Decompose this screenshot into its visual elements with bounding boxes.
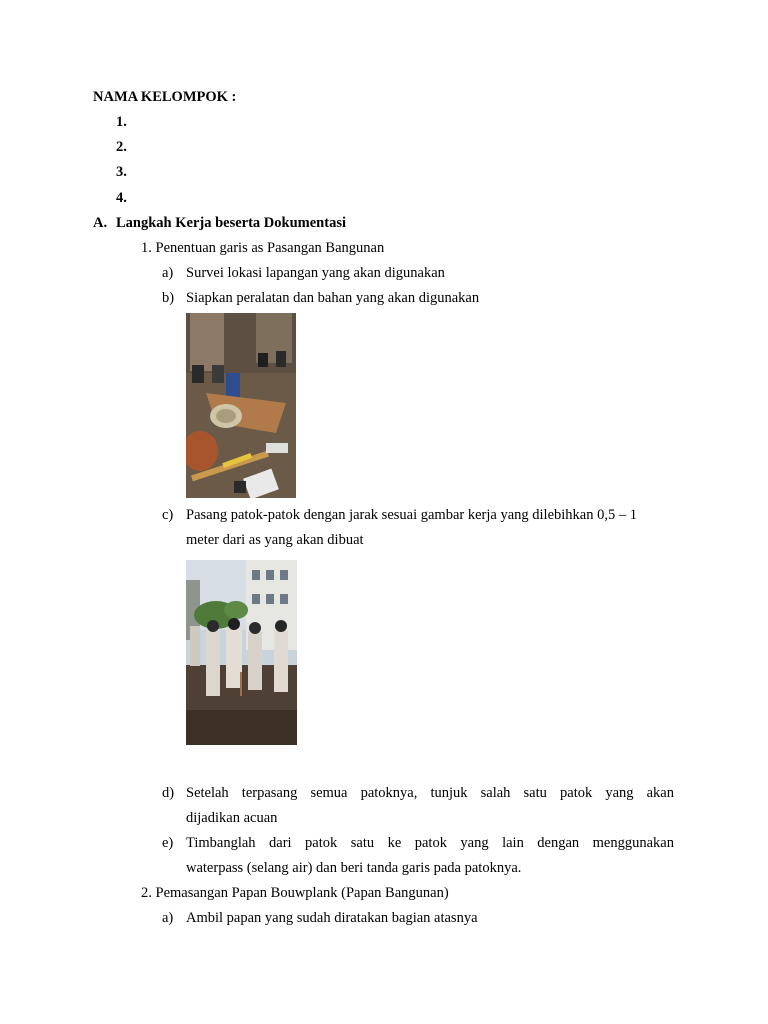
- step1-e-line1: Timbanglah dari patok satu ke patok yang lain dengan menggunakan: [186, 835, 674, 851]
- member-2: 2.: [116, 139, 127, 155]
- tools-materials-photo: [186, 313, 296, 498]
- step1-c-line2: meter dari as yang akan dibuat: [186, 532, 364, 548]
- step1-d-marker: d): [162, 785, 175, 801]
- step1-e-marker: e): [162, 835, 174, 851]
- step1-c-marker: c): [162, 507, 174, 523]
- step1-b-text: Siapkan peralatan dan bahan yang akan digunakan: [186, 290, 480, 306]
- group-label: NAMA KELOMPOK :: [93, 89, 237, 105]
- member-1: 1.: [116, 114, 127, 130]
- member-4: 4.: [116, 190, 127, 206]
- section-a-title: Langkah Kerja beserta Dokumentasi: [116, 215, 346, 231]
- section-a-marker: A.: [93, 215, 108, 231]
- step1-a-text: Survei lokasi lapangan yang akan digunakan: [186, 265, 445, 281]
- member-3: 3.: [116, 164, 127, 180]
- step1-title: 1. Penentuan garis as Pasangan Bangunan: [141, 240, 385, 256]
- step1-b-marker: b): [162, 290, 175, 306]
- step2-a-text: Ambil papan yang sudah diratakan bagian atasnya: [186, 910, 478, 926]
- step1-a-marker: a): [162, 265, 174, 281]
- step1-d-line1: Setelah terpasang semua patoknya, tunjuk salah satu patok yang akan: [186, 785, 674, 801]
- step1-e-line2: waterpass (selang air) dan beri tanda garis pada patoknya.: [186, 860, 522, 876]
- stake-installation-photo: [186, 560, 297, 745]
- step2-a-marker: a): [162, 910, 174, 926]
- step2-title: 2. Pemasangan Papan Bouwplank (Papan Bangunan): [141, 885, 449, 901]
- step1-c-line1: Pasang patok-patok dengan jarak sesuai gambar kerja yang dilebihkan 0,5 – 1: [186, 507, 637, 523]
- step1-d-line2: dijadikan acuan: [186, 810, 278, 826]
